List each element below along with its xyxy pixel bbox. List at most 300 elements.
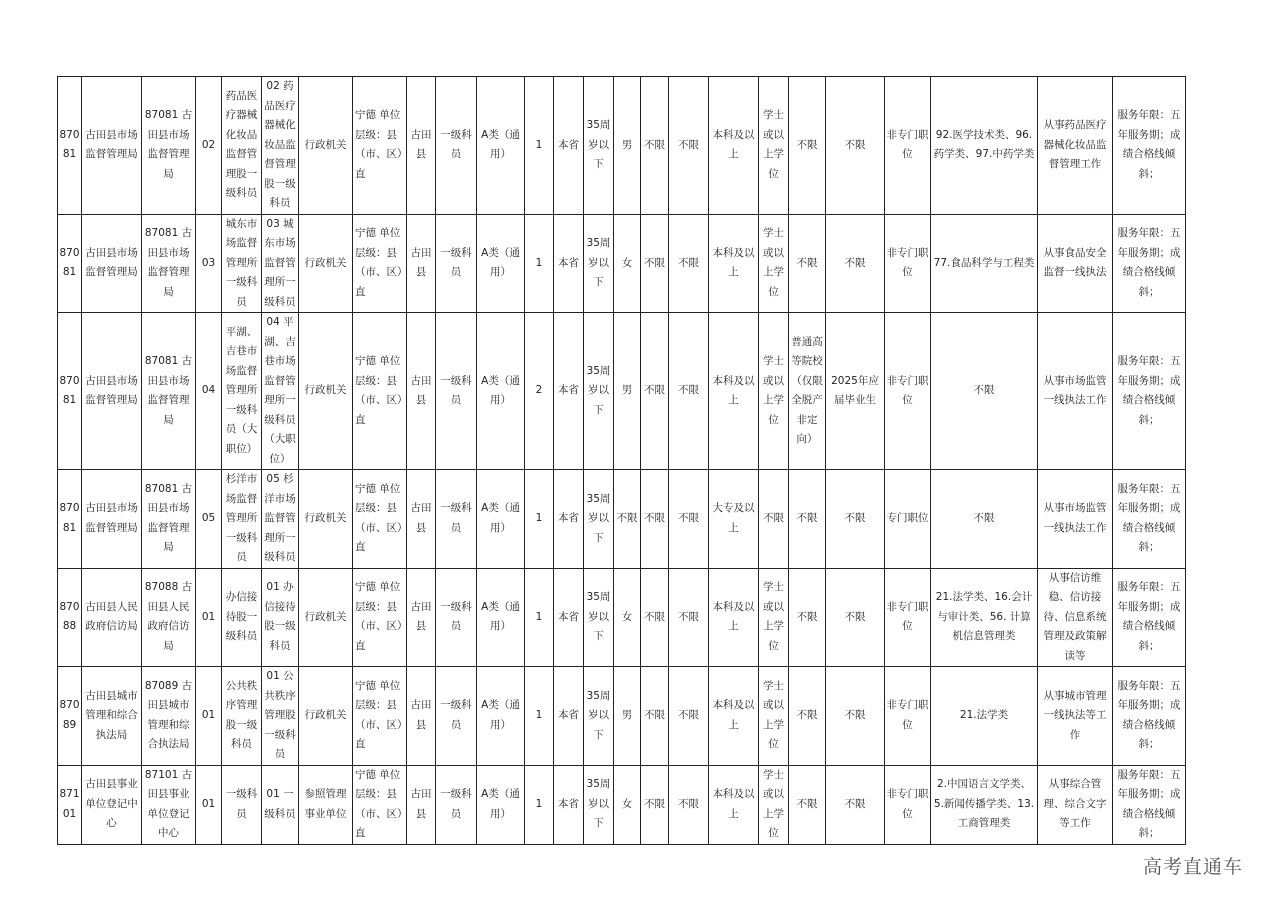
cell-count bbox=[525, 667, 554, 766]
cell-special-post-text: 非专门职位 bbox=[886, 788, 929, 820]
cell-post-number-text: 03 bbox=[201, 256, 216, 269]
cell-unit-name-text: 古田县城市管理和综合执法局 bbox=[85, 689, 138, 741]
cell-county-text: 古田县 bbox=[410, 699, 432, 731]
cell-work-content bbox=[1038, 667, 1113, 766]
cell-gender-text: 男 bbox=[621, 138, 633, 151]
cell-post-full-name bbox=[262, 568, 299, 667]
cell-work-content bbox=[1038, 568, 1113, 667]
table-row bbox=[58, 667, 1186, 766]
cell-school-type-text: 不限 bbox=[796, 610, 818, 623]
cell-count-text: 2 bbox=[535, 384, 543, 397]
cell-work-content-text: 从事城市管理一线执法等工作 bbox=[1043, 689, 1107, 741]
cell-special-post-text: 非专门职位 bbox=[886, 246, 929, 279]
cell-major-text: 92.医学技术类、96.药学类、97.中药学类 bbox=[933, 128, 1035, 161]
cell-requirement-b bbox=[669, 470, 709, 569]
cell-origin bbox=[554, 77, 584, 215]
cell-gender bbox=[614, 77, 641, 215]
cell-level bbox=[353, 667, 407, 766]
cell-origin bbox=[554, 568, 584, 667]
cell-work-content-text: 从事市场监管一线执法工作 bbox=[1043, 502, 1107, 534]
cell-major-text: 21.法学类、16.会计与审计类、56. 计算机信息管理类 bbox=[935, 591, 1033, 642]
cell-org-type-text: 行政机关 bbox=[304, 610, 347, 623]
cell-remark-text: 服务年限：五年服务期；成绩合格线倾斜； bbox=[1117, 482, 1181, 554]
cell-remark bbox=[1113, 313, 1186, 470]
cell-job-code-text: 87081 bbox=[59, 374, 80, 406]
cell-level-text: 宁德 单位层级：县（市、区）直 bbox=[355, 482, 403, 554]
cell-remark bbox=[1113, 568, 1186, 667]
cell-education bbox=[709, 470, 759, 569]
cell-rank bbox=[436, 667, 477, 766]
cell-post-full-name bbox=[262, 470, 299, 569]
cell-gender-text: 女 bbox=[621, 256, 633, 269]
cell-post-full-name-text: 01 办信接待股一级科员 bbox=[264, 581, 296, 652]
cell-gender-text: 女 bbox=[621, 610, 633, 623]
cell-post-name-text: 杉洋市场监督管理所一级科员 bbox=[225, 473, 258, 563]
cell-department-text: 87088 古田县人民政府信访局 bbox=[144, 581, 193, 652]
cell-requirement-a-text: 不限 bbox=[644, 384, 665, 397]
cell-requirement-b-text: 不限 bbox=[678, 138, 699, 151]
cell-school-type bbox=[789, 77, 826, 215]
cell-major-text: 21.法学类 bbox=[959, 709, 1009, 721]
cell-rank-text: 一级科员 bbox=[440, 788, 472, 820]
cell-post-number-text: 01 bbox=[201, 797, 216, 810]
cell-degree-text: 不限 bbox=[763, 512, 784, 524]
cell-department-text: 87089 古田县城市管理和综合执法局 bbox=[144, 679, 193, 751]
cell-requirement-a-text: 不限 bbox=[644, 797, 665, 810]
cell-org-type-text: 行政机关 bbox=[304, 138, 347, 151]
cell-requirement-a bbox=[641, 568, 669, 667]
cell-special-post bbox=[885, 470, 931, 569]
cell-requirement-a-text: 不限 bbox=[644, 138, 665, 151]
cell-school-type bbox=[789, 568, 826, 667]
cell-requirement-b-text: 不限 bbox=[678, 610, 699, 623]
table-body bbox=[58, 77, 1186, 845]
cell-work-content-text: 从事综合管理、综合文字等工作 bbox=[1043, 778, 1107, 830]
cell-special-post bbox=[885, 568, 931, 667]
cell-remark-text: 服务年限：五年服务期；成绩合格线倾斜； bbox=[1117, 355, 1181, 426]
cell-count bbox=[525, 470, 554, 569]
cell-department-text: 87081 古田县市场监督管理局 bbox=[144, 109, 193, 180]
cell-remark-text: 服务年限：五年服务期；成绩合格线倾斜； bbox=[1117, 581, 1181, 652]
cell-degree-text: 学士或以上学位 bbox=[763, 227, 784, 298]
cell-org-type bbox=[299, 667, 353, 766]
cell-major bbox=[931, 313, 1038, 470]
cell-unit-name-text: 古田县市场监督管理局 bbox=[85, 246, 138, 279]
cell-job-code-text: 87088 bbox=[59, 600, 80, 633]
cell-work-content-text: 从事食品安全监督一线执法 bbox=[1043, 246, 1107, 279]
cell-degree bbox=[759, 765, 789, 844]
cell-age-text: 35周岁以下 bbox=[586, 119, 611, 170]
cell-job-code-text: 87081 bbox=[59, 246, 80, 279]
cell-count bbox=[525, 77, 554, 215]
cell-job-code bbox=[58, 214, 82, 313]
cell-department-text: 87101 古田县事业单位登记中心 bbox=[144, 768, 193, 839]
cell-county bbox=[407, 313, 436, 470]
cell-special-post bbox=[885, 765, 931, 844]
cell-degree bbox=[759, 313, 789, 470]
cell-post-name bbox=[222, 77, 262, 215]
cell-requirement-b-text: 不限 bbox=[678, 709, 699, 721]
cell-post-name-text: 药品医疗器械化妆品监督管理股一级科员 bbox=[225, 89, 258, 200]
cell-exam-category-text: A类（通用） bbox=[481, 128, 520, 161]
cell-exam-category-text: A类（通用） bbox=[481, 600, 520, 633]
cell-level bbox=[353, 214, 407, 313]
cell-rank-text: 一级科员 bbox=[440, 128, 472, 161]
cell-education bbox=[709, 313, 759, 470]
cell-requirement-b bbox=[669, 765, 709, 844]
cell-post-number bbox=[196, 568, 222, 667]
cell-rank bbox=[436, 765, 477, 844]
cell-requirement-b bbox=[669, 667, 709, 766]
cell-level-text: 宁德 单位层级：县（市、区）直 bbox=[355, 227, 403, 298]
cell-county-text: 古田县 bbox=[410, 374, 432, 406]
cell-post-number-text: 01 bbox=[201, 610, 216, 623]
cell-degree bbox=[759, 568, 789, 667]
cell-remark bbox=[1113, 765, 1186, 844]
cell-origin-text: 本省 bbox=[558, 256, 579, 269]
cell-school-type-text: 不限 bbox=[796, 138, 818, 151]
cell-origin-text: 本省 bbox=[558, 709, 579, 721]
cell-degree bbox=[759, 214, 789, 313]
cell-graduate-status-text: 不限 bbox=[844, 709, 866, 721]
cell-rank-text: 一级科员 bbox=[440, 502, 472, 534]
cell-degree bbox=[759, 77, 789, 215]
cell-education bbox=[709, 568, 759, 667]
cell-work-content bbox=[1038, 214, 1113, 313]
cell-rank bbox=[436, 470, 477, 569]
cell-requirement-a bbox=[641, 313, 669, 470]
cell-post-number bbox=[196, 470, 222, 569]
cell-post-full-name-text: 01 一级科员 bbox=[264, 788, 296, 820]
cell-graduate-status-text: 2025年应届毕业生 bbox=[831, 374, 879, 406]
cell-post-name-text: 一级科员 bbox=[225, 788, 258, 820]
cell-exam-category-text: A类（通用） bbox=[481, 246, 520, 279]
cell-origin bbox=[554, 667, 584, 766]
cell-graduate-status-text: 不限 bbox=[844, 512, 866, 524]
cell-graduate-status bbox=[826, 214, 885, 313]
cell-count-text: 1 bbox=[535, 256, 543, 269]
cell-exam-category-text: A类（通用） bbox=[481, 788, 520, 820]
cell-gender bbox=[614, 568, 641, 667]
cell-origin-text: 本省 bbox=[558, 384, 579, 397]
cell-gender bbox=[614, 765, 641, 844]
cell-unit-name bbox=[82, 214, 142, 313]
cell-org-type-text: 参照管理事业单位 bbox=[304, 788, 347, 820]
cell-count bbox=[525, 568, 554, 667]
cell-education bbox=[709, 765, 759, 844]
cell-post-number-text: 04 bbox=[201, 384, 216, 397]
cell-count-text: 1 bbox=[535, 709, 543, 721]
cell-major bbox=[931, 77, 1038, 215]
cell-requirement-b bbox=[669, 313, 709, 470]
cell-post-name bbox=[222, 470, 262, 569]
cell-post-number-text: 01 bbox=[201, 709, 216, 721]
cell-count-text: 1 bbox=[535, 138, 543, 151]
cell-degree-text: 学士或以上学位 bbox=[763, 355, 784, 426]
cell-requirement-a bbox=[641, 214, 669, 313]
cell-age bbox=[584, 568, 614, 667]
cell-county bbox=[407, 470, 436, 569]
cell-post-name bbox=[222, 214, 262, 313]
cell-count-text: 1 bbox=[535, 610, 543, 623]
cell-county bbox=[407, 765, 436, 844]
cell-gender-text: 女 bbox=[621, 797, 633, 810]
cell-count-text: 1 bbox=[535, 512, 543, 524]
cell-remark-text: 服务年限：五年服务期；成绩合格线倾斜； bbox=[1117, 109, 1181, 180]
cell-department-text: 87081 古田县市场监督管理局 bbox=[144, 355, 193, 426]
cell-requirement-a bbox=[641, 667, 669, 766]
cell-major-text: 不限 bbox=[973, 512, 995, 524]
cell-education-text: 本科及以上 bbox=[712, 374, 755, 406]
cell-county bbox=[407, 214, 436, 313]
cell-requirement-a bbox=[641, 77, 669, 215]
cell-origin bbox=[554, 470, 584, 569]
cell-level bbox=[353, 470, 407, 569]
cell-post-number bbox=[196, 77, 222, 215]
cell-school-type bbox=[789, 313, 826, 470]
cell-post-name bbox=[222, 313, 262, 470]
cell-county-text: 古田县 bbox=[410, 246, 432, 279]
cell-job-code-text: 87101 bbox=[59, 788, 80, 820]
cell-post-number-text: 02 bbox=[201, 138, 216, 151]
cell-origin-text: 本省 bbox=[558, 797, 579, 810]
cell-rank-text: 一级科员 bbox=[440, 246, 472, 279]
cell-degree-text: 学士或以上学位 bbox=[763, 768, 784, 839]
cell-school-type bbox=[789, 470, 826, 569]
cell-education-text: 本科及以上 bbox=[712, 128, 755, 161]
cell-post-name bbox=[222, 568, 262, 667]
cell-department bbox=[142, 470, 196, 569]
cell-graduate-status bbox=[826, 765, 885, 844]
cell-unit-name bbox=[82, 568, 142, 667]
cell-requirement-a-text: 不限 bbox=[644, 512, 665, 524]
cell-post-name-text: 办信接待股一级科员 bbox=[225, 591, 258, 642]
cell-age bbox=[584, 470, 614, 569]
cell-requirement-a bbox=[641, 765, 669, 844]
cell-gender-text: 男 bbox=[621, 384, 633, 397]
cell-org-type bbox=[299, 470, 353, 569]
cell-exam-category bbox=[477, 568, 525, 667]
cell-level-text: 宁德 单位层级：县（市、区）直 bbox=[355, 355, 403, 426]
cell-education bbox=[709, 214, 759, 313]
cell-work-content bbox=[1038, 765, 1113, 844]
cell-major bbox=[931, 667, 1038, 766]
cell-level-text: 宁德 单位层级：县（市、区）直 bbox=[355, 768, 403, 839]
cell-post-number bbox=[196, 765, 222, 844]
cell-job-code-text: 87081 bbox=[59, 128, 80, 161]
cell-school-type-text: 不限 bbox=[796, 797, 818, 810]
cell-unit-name-text: 古田县人民政府信访局 bbox=[85, 600, 138, 633]
cell-job-code bbox=[58, 667, 82, 766]
cell-rank bbox=[436, 313, 477, 470]
cell-remark bbox=[1113, 470, 1186, 569]
cell-remark-text: 服务年限：五年服务期；成绩合格线倾斜； bbox=[1117, 227, 1181, 298]
cell-count bbox=[525, 313, 554, 470]
cell-rank bbox=[436, 214, 477, 313]
cell-origin bbox=[554, 765, 584, 844]
cell-post-name-text: 平湖、吉巷市场监督管理所一级科员（大职位） bbox=[225, 325, 258, 455]
cell-degree bbox=[759, 667, 789, 766]
cell-graduate-status-text: 不限 bbox=[844, 797, 866, 810]
watermark: 高考直通车 bbox=[1143, 856, 1244, 878]
cell-post-number bbox=[196, 313, 222, 470]
cell-post-number bbox=[196, 667, 222, 766]
cell-exam-category-text: A类（通用） bbox=[481, 699, 520, 731]
cell-post-full-name-text: 02 药品医疗器械化妆品监督管理股一级科员 bbox=[264, 80, 296, 209]
cell-requirement-b bbox=[669, 214, 709, 313]
cell-age-text: 35周岁以下 bbox=[586, 689, 611, 741]
cell-unit-name bbox=[82, 313, 142, 470]
cell-org-type bbox=[299, 214, 353, 313]
cell-org-type bbox=[299, 313, 353, 470]
cell-exam-category bbox=[477, 470, 525, 569]
cell-education-text: 本科及以上 bbox=[712, 699, 755, 731]
cell-department-text: 87081 古田县市场监督管理局 bbox=[144, 482, 193, 554]
cell-org-type bbox=[299, 765, 353, 844]
cell-gender bbox=[614, 667, 641, 766]
cell-graduate-status-text: 不限 bbox=[844, 256, 866, 269]
cell-age-text: 35周岁以下 bbox=[586, 778, 611, 830]
cell-requirement-b-text: 不限 bbox=[678, 512, 699, 524]
cell-county-text: 古田县 bbox=[410, 600, 432, 633]
cell-department bbox=[142, 313, 196, 470]
cell-school-type-text: 不限 bbox=[796, 709, 818, 721]
cell-unit-name bbox=[82, 765, 142, 844]
cell-graduate-status bbox=[826, 313, 885, 470]
cell-org-type bbox=[299, 77, 353, 215]
cell-age-text: 35周岁以下 bbox=[586, 364, 611, 416]
cell-requirement-a-text: 不限 bbox=[644, 256, 665, 269]
cell-graduate-status bbox=[826, 667, 885, 766]
cell-degree-text: 学士或以上学位 bbox=[763, 679, 784, 751]
cell-major-text: 77.食品科学与工程类 bbox=[933, 256, 1035, 269]
cell-graduate-status-text: 不限 bbox=[844, 138, 866, 151]
cell-rank-text: 一级科员 bbox=[440, 600, 472, 633]
cell-post-name-text: 公共秩序管理股一级科员 bbox=[225, 679, 258, 751]
cell-special-post-text: 非专门职位 bbox=[886, 374, 929, 406]
cell-requirement-b-text: 不限 bbox=[678, 384, 699, 397]
cell-age-text: 35周岁以下 bbox=[586, 492, 611, 544]
cell-job-code-text: 87089 bbox=[59, 699, 80, 731]
cell-unit-name-text: 古田县市场监督管理局 bbox=[85, 502, 138, 534]
cell-work-content-text: 从事市场监管一线执法工作 bbox=[1043, 374, 1107, 406]
cell-graduate-status bbox=[826, 77, 885, 215]
cell-work-content bbox=[1038, 77, 1113, 215]
cell-school-type bbox=[789, 214, 826, 313]
cell-special-post bbox=[885, 667, 931, 766]
cell-age bbox=[584, 313, 614, 470]
cell-level bbox=[353, 765, 407, 844]
cell-count bbox=[525, 765, 554, 844]
cell-major bbox=[931, 470, 1038, 569]
cell-count bbox=[525, 214, 554, 313]
cell-origin bbox=[554, 214, 584, 313]
cell-remark-text: 服务年限：五年服务期；成绩合格线倾斜； bbox=[1117, 679, 1181, 751]
cell-school-type bbox=[789, 765, 826, 844]
cell-education bbox=[709, 77, 759, 215]
cell-level-text: 宁德 单位层级：县（市、区）直 bbox=[355, 679, 403, 751]
table-row bbox=[58, 214, 1186, 313]
cell-department bbox=[142, 214, 196, 313]
cell-org-type-text: 行政机关 bbox=[304, 384, 347, 397]
cell-age bbox=[584, 667, 614, 766]
cell-major-text: 2.中国语言文学类、5.新闻传播学类、13.工商管理类 bbox=[933, 778, 1035, 830]
cell-exam-category bbox=[477, 214, 525, 313]
cell-post-full-name bbox=[262, 667, 299, 766]
cell-graduate-status-text: 不限 bbox=[844, 610, 866, 623]
cell-gender bbox=[614, 470, 641, 569]
cell-age bbox=[584, 77, 614, 215]
job-table bbox=[57, 76, 1186, 845]
cell-level bbox=[353, 77, 407, 215]
cell-post-name-text: 城东市场监督管理所一级科员 bbox=[225, 217, 258, 308]
cell-education-text: 本科及以上 bbox=[712, 246, 755, 279]
cell-major bbox=[931, 765, 1038, 844]
cell-work-content bbox=[1038, 470, 1113, 569]
cell-gender bbox=[614, 214, 641, 313]
cell-work-content bbox=[1038, 313, 1113, 470]
cell-degree-text: 学士或以上学位 bbox=[763, 109, 784, 180]
cell-post-full-name-text: 03 城东市场监督管理所一级科员 bbox=[264, 217, 296, 308]
cell-special-post bbox=[885, 77, 931, 215]
cell-requirement-a-text: 不限 bbox=[644, 709, 665, 721]
cell-rank-text: 一级科员 bbox=[440, 699, 472, 731]
cell-county bbox=[407, 568, 436, 667]
cell-post-name bbox=[222, 667, 262, 766]
cell-origin-text: 本省 bbox=[558, 610, 579, 623]
cell-major-text: 不限 bbox=[973, 384, 995, 397]
cell-level bbox=[353, 568, 407, 667]
cell-school-type-text: 不限 bbox=[796, 256, 818, 269]
cell-job-code-text: 87081 bbox=[59, 502, 80, 534]
cell-education-text: 大专及以上 bbox=[712, 502, 755, 534]
cell-work-content-text: 从事信访维稳、信访接待、信息系统管理及政策解读等 bbox=[1043, 571, 1107, 662]
cell-level bbox=[353, 313, 407, 470]
cell-exam-category bbox=[477, 77, 525, 215]
table-row bbox=[58, 470, 1186, 569]
table-row bbox=[58, 313, 1186, 470]
cell-origin-text: 本省 bbox=[558, 512, 579, 524]
cell-rank bbox=[436, 77, 477, 215]
cell-school-type-text: 普通高等院校（仅限全脱产非定向） bbox=[791, 335, 823, 445]
cell-post-full-name bbox=[262, 313, 299, 470]
cell-degree-text: 学士或以上学位 bbox=[763, 581, 784, 652]
cell-age bbox=[584, 765, 614, 844]
cell-special-post bbox=[885, 214, 931, 313]
cell-special-post-text: 非专门职位 bbox=[886, 699, 929, 731]
cell-degree bbox=[759, 470, 789, 569]
cell-post-full-name bbox=[262, 77, 299, 215]
cell-org-type bbox=[299, 568, 353, 667]
cell-special-post bbox=[885, 313, 931, 470]
cell-school-type-text: 不限 bbox=[796, 512, 818, 524]
cell-job-code bbox=[58, 470, 82, 569]
cell-graduate-status bbox=[826, 470, 885, 569]
cell-county-text: 古田县 bbox=[410, 128, 432, 161]
cell-school-type bbox=[789, 667, 826, 766]
cell-level-text: 宁德 单位层级：县（市、区）直 bbox=[355, 581, 403, 652]
cell-education-text: 本科及以上 bbox=[712, 788, 755, 820]
cell-post-full-name bbox=[262, 765, 299, 844]
cell-county bbox=[407, 77, 436, 215]
cell-job-code bbox=[58, 568, 82, 667]
cell-unit-name-text: 古田县市场监督管理局 bbox=[85, 128, 138, 161]
cell-unit-name bbox=[82, 470, 142, 569]
cell-remark bbox=[1113, 77, 1186, 215]
cell-education bbox=[709, 667, 759, 766]
cell-unit-name bbox=[82, 667, 142, 766]
cell-gender bbox=[614, 313, 641, 470]
